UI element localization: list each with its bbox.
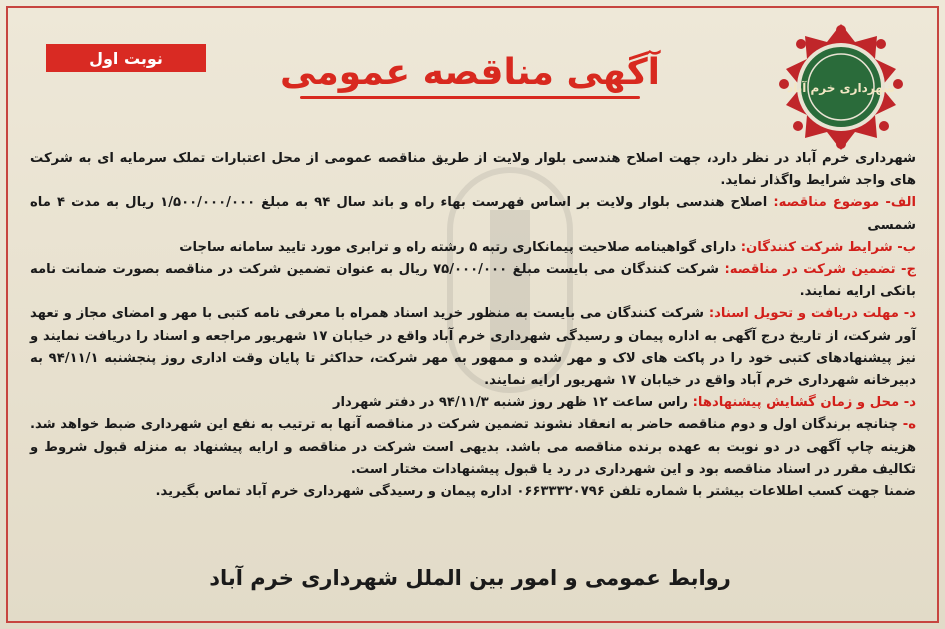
section-label: د- محل و زمان گشایش پیشنهادها: xyxy=(692,395,916,411)
section-text: اصلاح هندسی بلوار ولایت بر اساس فهرست بهاء راه و باند سال ۹۴ به مبلغ ۱/۵۰۰/۰۰۰/۰۰۰ ریال به مدت ۴ ماه شمسی xyxy=(30,195,916,233)
section-text: شرکت کنندگان می بایست به منظور خرید اسناد همراه با معرفی نامه کتبی با مهر و امضای مجاز و تعهد آور شرکت، از تاریخ درج آگهی به اداره پیمان و رسیدگی شهرداری خرم آباد واقع در خیابان ۱۷ شهریور مراجعه و اسناد را دریافت نمایند و نیز پیشنهادهای کتبی خود را در پاکت های لاک و مهر شده و ممهور به مهر شرکت، حداکثر تا پایان وقت اداری روز پنجشنبه ۹۴/۱۱/۱ به دبیرخانه شهرداری خرم آباد واقع در خیابان ۱۷ شهریور ارایه نمایند. xyxy=(30,306,917,389)
edition-badge: نوبت اول xyxy=(46,44,206,72)
section-opening xyxy=(30,392,916,414)
section-label: ه- xyxy=(902,417,916,433)
section-terms xyxy=(30,414,916,481)
municipality-logo xyxy=(776,22,906,152)
section-text: دارای گواهینامه صلاحیت پیمانکاری رتبه ۵ رشته راه و ترابری مورد تایید سامانه ساجات xyxy=(179,239,737,255)
section-guarantee xyxy=(30,259,916,303)
section-deadline xyxy=(30,303,916,392)
footer-signature: روابط عمومی و امور بین الملل شهرداری خرم آباد xyxy=(209,566,731,590)
contact-line: ضمنا جهت کسب اطلاعات بیشتر با شماره تلفن ۰۶۶۳۳۳۲۰۷۹۶ اداره پیمان و رسیدگی شهرداری خرم آباد تماس بگیرید. xyxy=(155,484,916,500)
section-label: د- مهلت دریافت و تحویل اسناد: xyxy=(708,306,917,322)
ad-title: آگهی مناقصه عمومی xyxy=(280,51,660,93)
section-eligibility xyxy=(30,237,916,259)
title-underline xyxy=(300,96,640,99)
section-label: ج- تضمین شرکت در مناقصه: xyxy=(724,262,917,278)
intro-paragraph: شهرداری خرم آباد در نظر دارد، جهت اصلاح هندسی بلوار ولایت از طریق مناقصه عمومی از محل اعتبارات تملک سرمایه ای به شرکت های واجد شرایط واگذار نماید. xyxy=(30,151,916,189)
logo-text: شهرداری خرم آباد xyxy=(787,81,895,95)
section-text: شرکت کنندگان می بایست مبلغ ۷۵/۰۰۰/۰۰۰ ریال به عنوان تضمین شرکت در مناقصه بصورت ضمانت نامه بانکی ارایه نمایند. xyxy=(30,262,916,300)
section-text: راس ساعت ۱۲ ظهر روز شنبه ۹۴/۱۱/۳ در دفتر شهردار xyxy=(332,395,689,411)
section-label: الف- موضوع مناقصه: xyxy=(773,195,917,211)
section-text: چنانچه برندگان اول و دوم مناقصه حاضر به انعقاد نشوند تضمین شرکت در مناقصه آنها به ترتیب به نفع این شهرداری ضبط خواهد شد. هزینه چاپ آگهی در دو نوبت به عهده برنده مناقصه می باشد. بدیهی است شرکت در مناقصه و ارایه پیشنهاد به منزله قبول شروط و تکالیف مقرر در اسناد مناقصه بود و این شهرداری در رد یا قبول پیشنهادات مختار است. xyxy=(30,417,916,477)
ad-body xyxy=(30,148,916,503)
section-subject xyxy=(30,192,916,236)
section-label: ب- شرایط شرکت کنندگان: xyxy=(740,239,916,255)
